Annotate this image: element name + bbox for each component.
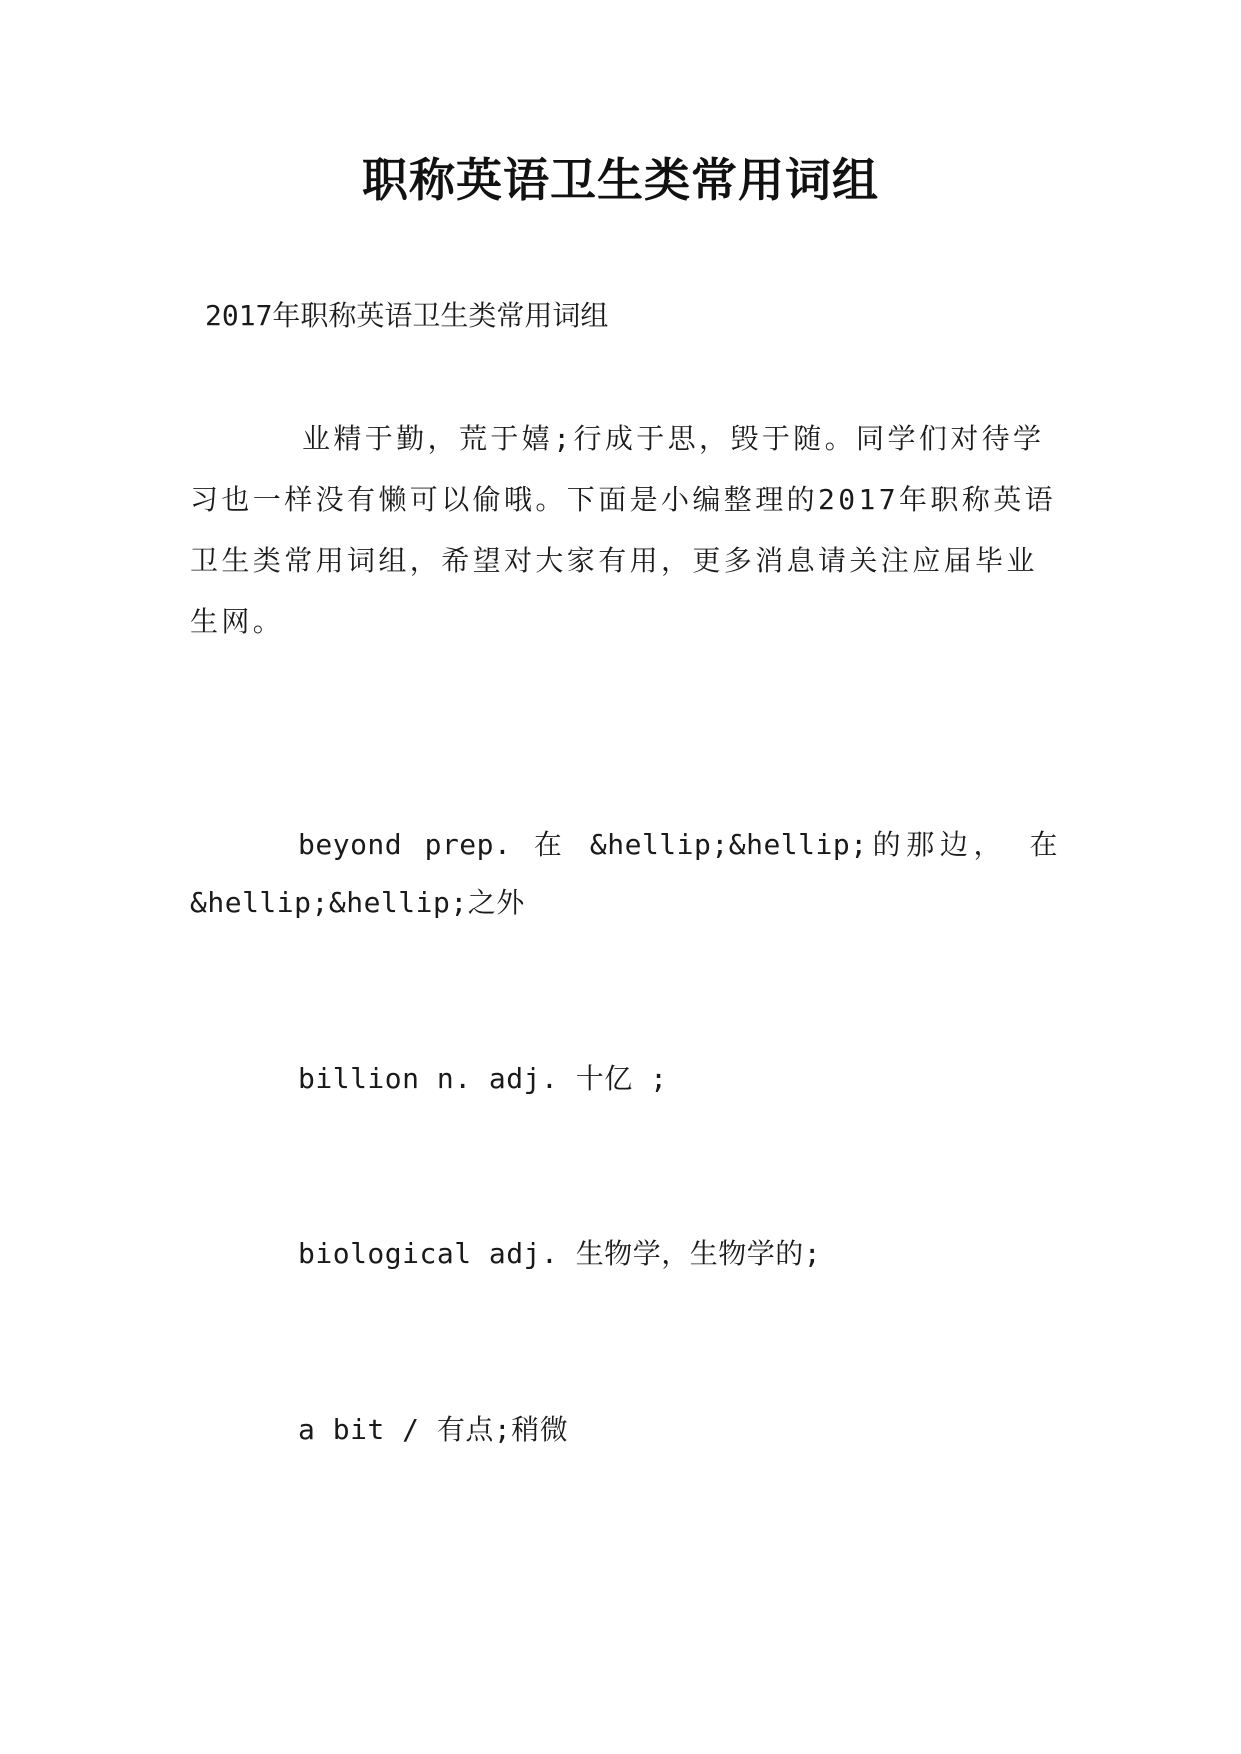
vocab-entry: beyond prep. 在 &hellip;&hellip;的那边， 在 &hellip;&hellip;之外 (190, 828, 1058, 919)
vocab-entry: billion n. adj. 十亿 ; (298, 1062, 668, 1095)
document-subtitle: 2017年职称英语卫生类常用词组 (205, 299, 609, 332)
vocab-entry: a bit / 有点;稍微 (298, 1413, 569, 1446)
document-title: 职称英语卫生类常用词组 (362, 153, 879, 207)
vocab-entry: biological adj. 生物学，生物学的; (298, 1237, 822, 1270)
intro-paragraph: 业精于勤，荒于嬉;行成于思，毁于随。同学们对待学习也一样没有懒可以偷哦。下面是小编整理的2017年职称英语卫生类常用词组，希望对大家有用，更多消息请关注应届毕业生网。 (190, 422, 1057, 638)
